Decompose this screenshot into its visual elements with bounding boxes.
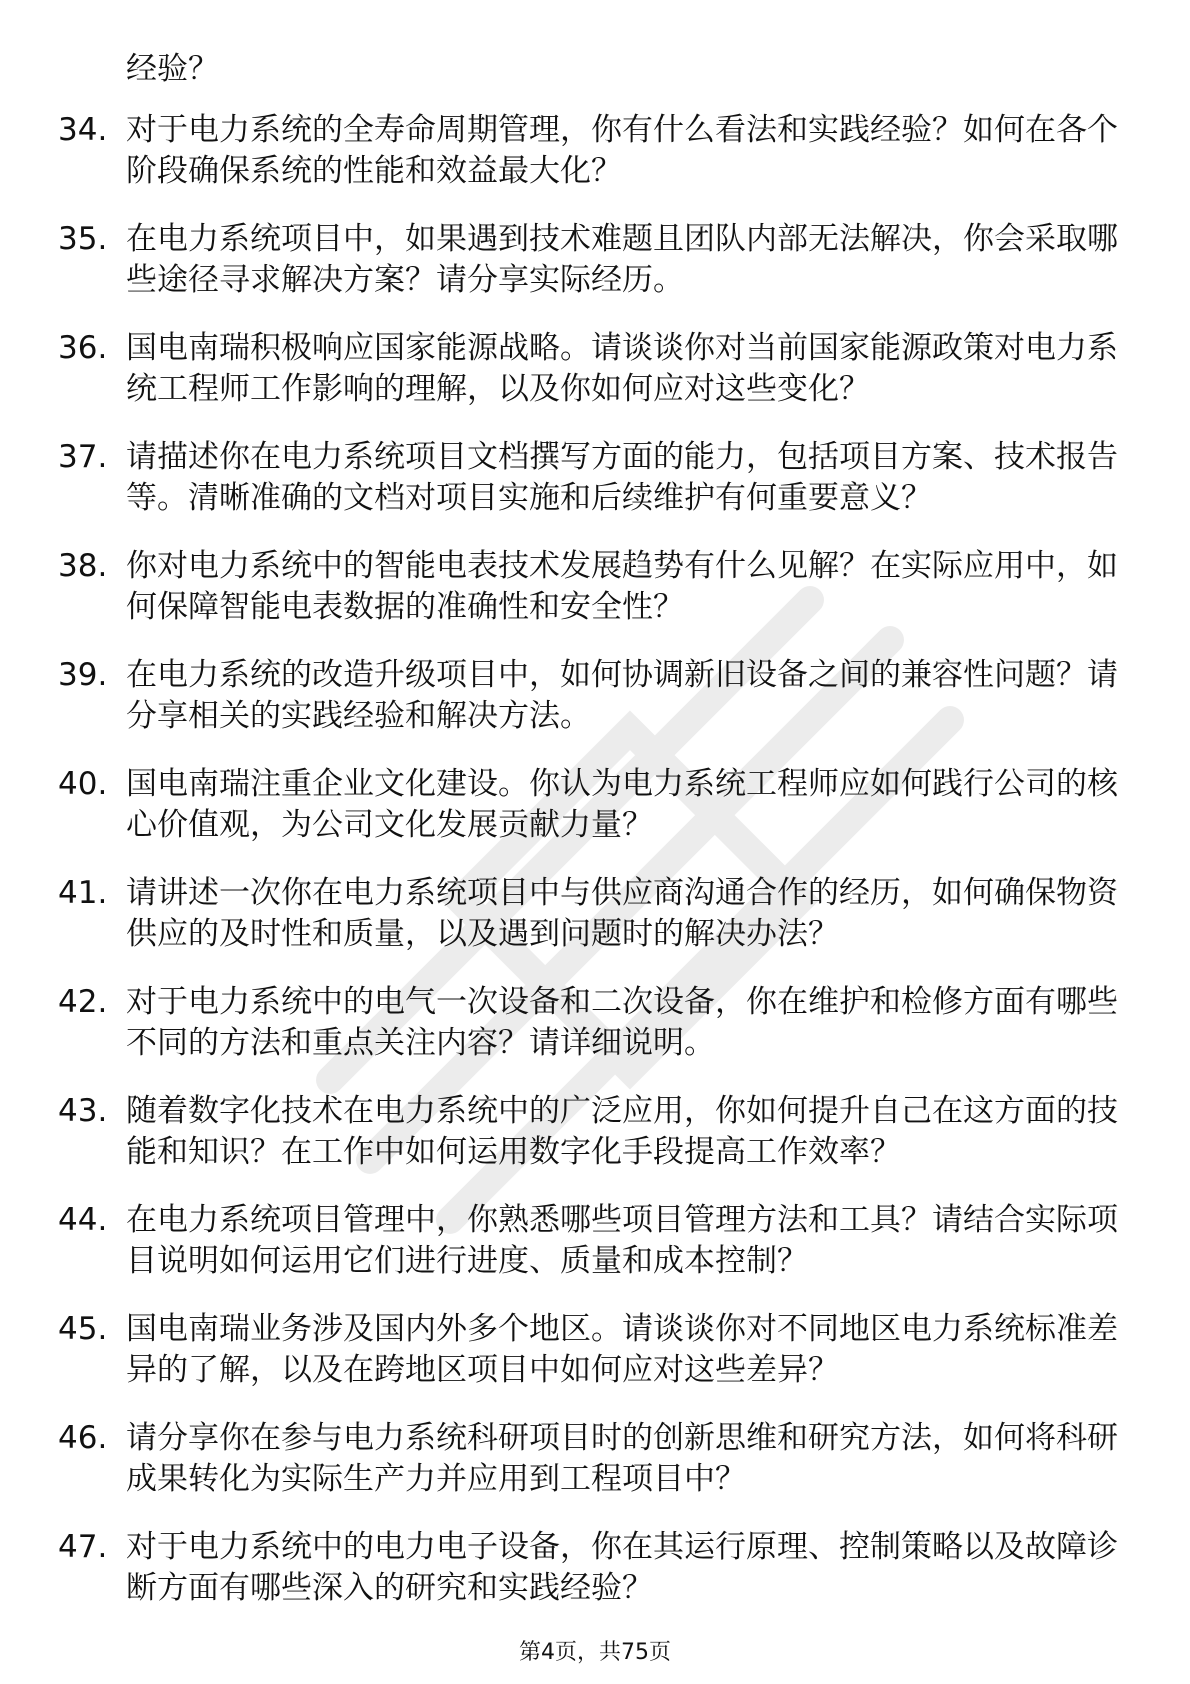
question-number: 41. [58, 875, 108, 911]
question-item [58, 764, 1128, 846]
question-text: 在电力系统项目中，如果遇到技术难题且团队内部无法解决，你会采取哪些途径寻求解决方案？请分享实际经历。 [126, 221, 1118, 298]
question-item [58, 982, 1128, 1064]
question-number: 37. [58, 439, 108, 475]
question-number: 47. [58, 1529, 108, 1565]
question-item [58, 655, 1128, 737]
question-text: 请讲述一次你在电力系统项目中与供应商沟通合作的经历，如何确保物资供应的及时性和质量，以及遇到问题时的解决办法？ [126, 875, 1118, 952]
question-text: 国电南瑞业务涉及国内外多个地区。请谈谈你对不同地区电力系统标准差异的了解，以及在跨地区项目中如何应对这些差异？ [126, 1311, 1118, 1388]
question-item [58, 1200, 1128, 1282]
question-item [58, 1527, 1128, 1609]
question-list [58, 110, 1128, 1636]
question-number: 35. [58, 221, 108, 257]
question-text: 随着数字化技术在电力系统中的广泛应用，你如何提升自己在这方面的技能和知识？在工作中如何运用数字化手段提高工作效率？ [126, 1093, 1118, 1170]
question-number: 38. [58, 548, 108, 584]
question-item [58, 1418, 1128, 1500]
question-text: 在电力系统项目管理中，你熟悉哪些项目管理方法和工具？请结合实际项目说明如何运用它们进行进度、质量和成本控制？ [126, 1202, 1118, 1279]
question-item [58, 1091, 1128, 1173]
question-text: 对于电力系统中的电气一次设备和二次设备，你在维护和检修方面有哪些不同的方法和重点关注内容？请详细说明。 [126, 984, 1118, 1061]
continuation-text: 经验？ [126, 51, 219, 87]
question-text: 在电力系统的改造升级项目中，如何协调新旧设备之间的兼容性问题？请分享相关的实践经验和解决方法。 [126, 657, 1118, 734]
question-item [58, 546, 1128, 628]
page-number: 第4页，共75页 [519, 1640, 671, 1665]
question-number: 43. [58, 1093, 108, 1129]
question-item [58, 873, 1128, 955]
question-item [58, 437, 1128, 519]
question-text: 国电南瑞注重企业文化建设。你认为电力系统工程师应如何践行公司的核心价值观，为公司文化发展贡献力量？ [126, 766, 1118, 843]
question-text: 你对电力系统中的智能电表技术发展趋势有什么见解？在实际应用中，如何保障智能电表数据的准确性和安全性？ [126, 548, 1118, 625]
question-text: 对于电力系统的全寿命周期管理，你有什么看法和实践经验？如何在各个阶段确保系统的性能和效益最大化？ [126, 112, 1118, 189]
question-item [58, 219, 1128, 301]
question-number: 39. [58, 657, 108, 693]
question-text: 国电南瑞积极响应国家能源战略。请谈谈你对当前国家能源政策对电力系统工程师工作影响的理解，以及你如何应对这些变化？ [126, 330, 1118, 407]
question-number: 45. [58, 1311, 108, 1347]
question-text: 请描述你在电力系统项目文档撰写方面的能力，包括项目方案、技术报告等。清晰准确的文档对项目实施和后续维护有何重要意义？ [126, 439, 1118, 516]
question-number: 46. [58, 1420, 108, 1456]
question-number: 42. [58, 984, 108, 1020]
question-number: 44. [58, 1202, 108, 1238]
question-item [58, 328, 1128, 410]
question-number: 34. [58, 112, 108, 148]
question-number: 36. [58, 330, 108, 366]
question-item [58, 1309, 1128, 1391]
question-number: 40. [58, 766, 108, 802]
question-item [58, 110, 1128, 192]
question-text: 请分享你在参与电力系统科研项目时的创新思维和研究方法，如何将科研成果转化为实际生产力并应用到工程项目中？ [126, 1420, 1118, 1497]
question-text: 对于电力系统中的电力电子设备，你在其运行原理、控制策略以及故障诊断方面有哪些深入的研究和实践经验？ [126, 1529, 1118, 1606]
